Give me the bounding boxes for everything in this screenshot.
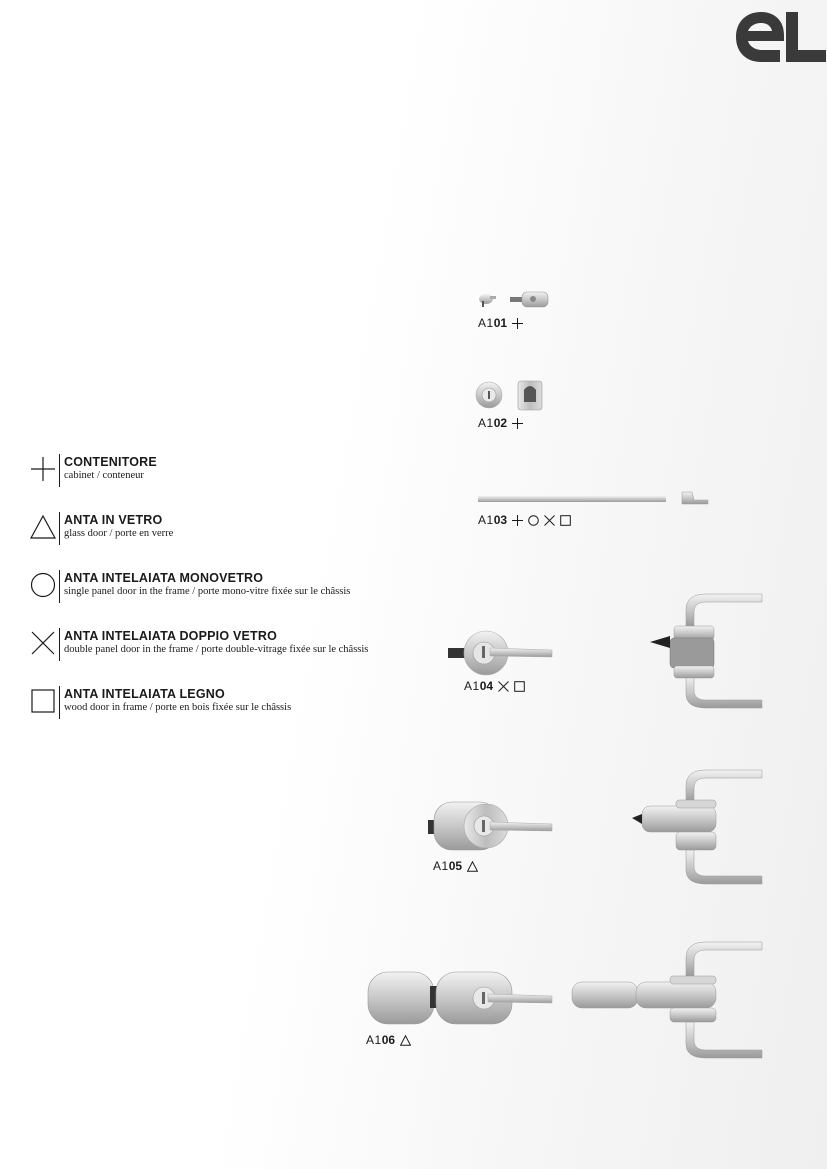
code-prefix: A1 xyxy=(464,679,480,693)
product-code-a101 xyxy=(478,316,523,330)
code-number: 03 xyxy=(493,513,508,527)
product-code-a106 xyxy=(366,1033,411,1047)
code-prefix: A1 xyxy=(478,416,494,430)
product-code-a104 xyxy=(464,679,525,693)
square-icon xyxy=(514,681,525,692)
triangle-icon xyxy=(467,861,478,872)
brand-logo xyxy=(734,10,827,64)
code-prefix: A1 xyxy=(478,513,494,527)
legend-subtitle: wood door in frame / porte en bois fixée sur le châssis xyxy=(64,702,292,713)
legend-subtitle: double panel door in the frame / porte double-vitrage fixée sur le châssis xyxy=(64,644,369,655)
code-prefix: A1 xyxy=(478,316,494,330)
legend-title: ANTA INTELAIATA LEGNO xyxy=(64,687,225,701)
code-number: 02 xyxy=(493,416,508,430)
product-image-a103 xyxy=(476,490,712,510)
legend-subtitle: cabinet / conteneur xyxy=(64,470,144,481)
legend-title: CONTENITORE xyxy=(64,455,157,469)
code-prefix: A1 xyxy=(366,1033,382,1047)
product-image-a101 xyxy=(476,288,552,312)
legend-title: ANTA INTELAIATA MONOVETRO xyxy=(64,571,264,585)
product-code-a105 xyxy=(433,859,478,873)
legend-subtitle: glass door / porte en verre xyxy=(64,528,174,539)
product-image-a106-front xyxy=(366,966,556,1030)
code-number: 04 xyxy=(479,679,494,693)
circle-icon xyxy=(528,515,539,526)
product-image-a104-front xyxy=(440,624,556,678)
legend-separator xyxy=(59,628,60,661)
legend-separator xyxy=(59,512,60,545)
product-image-a102 xyxy=(474,378,546,412)
code-number: 01 xyxy=(493,316,508,330)
legend-separator xyxy=(59,686,60,719)
x-icon xyxy=(498,681,509,692)
product-image-a105-front xyxy=(424,796,556,856)
triangle-icon xyxy=(400,1035,411,1046)
code-number: 05 xyxy=(448,859,463,873)
legend-separator xyxy=(59,454,60,487)
triangle-icon xyxy=(30,514,56,540)
product-image-a105-side xyxy=(628,766,764,888)
cross-icon xyxy=(512,418,523,429)
product-code-a103 xyxy=(478,513,571,527)
cross-icon xyxy=(512,318,523,329)
legend-separator xyxy=(59,570,60,603)
x-icon xyxy=(30,630,56,656)
product-image-a106-side xyxy=(570,938,764,1062)
legend-title: ANTA IN VETRO xyxy=(64,513,163,527)
legend-title: ANTA INTELAIATA DOPPIO VETRO xyxy=(64,629,278,643)
square-icon xyxy=(560,515,571,526)
circle-icon xyxy=(30,572,56,598)
x-icon xyxy=(544,515,555,526)
cross-icon xyxy=(30,456,56,482)
legend-subtitle: single panel door in the frame / porte mono-vitre fixée sur le châssis xyxy=(64,586,351,597)
product-code-a102 xyxy=(478,416,523,430)
code-number: 06 xyxy=(381,1033,396,1047)
cross-icon xyxy=(512,515,523,526)
square-icon xyxy=(30,688,56,714)
product-image-a104-side xyxy=(646,590,764,712)
code-prefix: A1 xyxy=(433,859,449,873)
